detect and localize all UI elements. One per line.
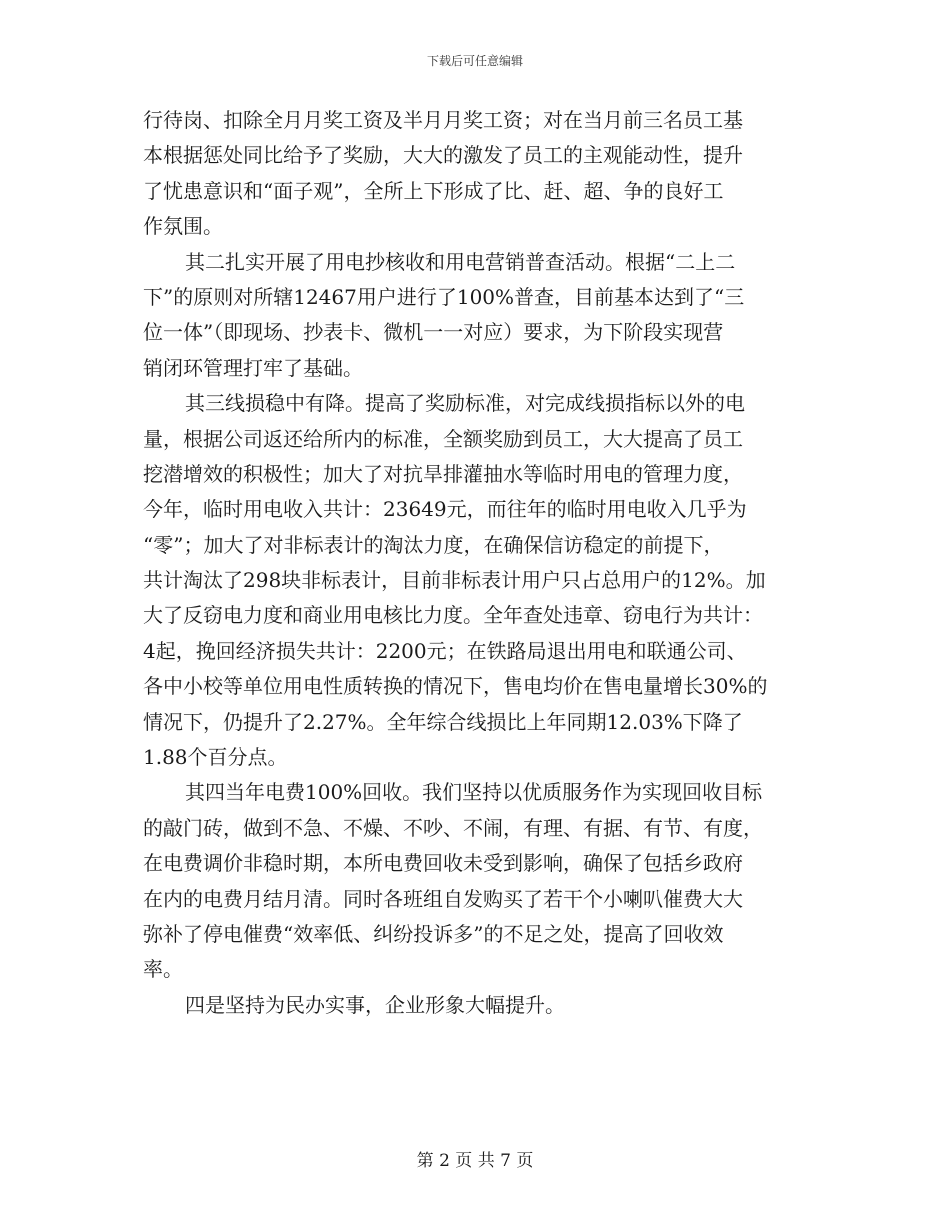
paragraph-5: [143, 988, 809, 1023]
text-line: 弥补了停电催费“效率低、纠纷投诉多”的不足之处，提高了回收效: [143, 921, 724, 946]
text-line: 大了反窃电力度和商业用电核比力度。全年查处违章、窃电行为共计：: [143, 603, 763, 628]
paragraph-1: [143, 103, 809, 245]
paragraph-2: [143, 245, 809, 387]
text-line: 四是坚持为民办实事，企业形象大幅提升。: [185, 992, 565, 1017]
paragraph-4: [143, 775, 809, 987]
text-line: 1.88个百分点。: [143, 745, 288, 770]
text-line: 情况下，仍提升了2.27%。全年综合线损比上年同期12.03%下降了: [143, 709, 743, 734]
text-line: 作氛围。: [143, 214, 223, 239]
text-line: “零”；加大了对非标表计的淘汰力度，在确保信访稳定的前提下，: [143, 532, 724, 557]
text-line: 位一体”（即现场、抄表卡、微机一一对应）要求，为下阶段实现营: [143, 320, 724, 345]
text-line: 4起，挽回经济损失共计：2200元；在铁路局退出用电和联通公司、: [143, 638, 747, 663]
text-line: 在内的电费月结月清。同时各班组自发购买了若干个小喇叭催费大大: [143, 886, 743, 911]
page-header: 下载后可任意编辑: [426, 54, 523, 68]
text-line: 今年，临时用电收入共计：23649元，而往年的临时用电收入几乎为: [143, 497, 747, 522]
paragraph-3: [143, 386, 809, 775]
text-line: 共计淘汰了298块非标表计，目前非标表计用户只占总用户的12%。加: [143, 568, 766, 593]
text-line: 量，根据公司返还给所内的标准，全额奖励到员工，大大提高了员工: [143, 426, 743, 451]
text-line: 的敲门砖，做到不急、不燥、不吵、不闹，有理、有据、有节、有度，: [143, 815, 763, 840]
text-line: 本根据惩处同比给予了奖励，大大的激发了员工的主观能动性，提升: [143, 143, 743, 168]
document-body: [143, 103, 809, 1023]
text-line: 下”的原则对所辖12467用户进行了100%普查，目前基本达到了“三: [143, 284, 745, 309]
text-line: 了忧患意识和“面子观”，全所上下形成了比、赶、超、争的良好工: [143, 178, 724, 203]
text-line: 其四当年电费100%回收。我们坚持以优质服务作为实现回收目标: [185, 780, 763, 805]
page-number: 第 2 页 共 7 页: [416, 1151, 534, 1171]
text-line: 在电费调价非稳时期，本所电费回收未受到影响，确保了包括乡政府: [143, 851, 743, 876]
text-line: 各中小校等单位用电性质转换的情况下，售电均价在售电量增长30%的: [143, 674, 768, 699]
text-line: 率。: [143, 957, 183, 982]
text-line: 销闭环管理打牢了基础。: [143, 355, 363, 380]
text-line: 其二扎实开展了用电抄核收和用电营销普查活动。根据“二上二: [185, 249, 736, 274]
text-line: 挖潜增效的积极性；加大了对抗旱排灌抽水等临时用电的管理力度，: [143, 461, 743, 486]
text-line: 行待岗、扣除全月月奖工资及半月月奖工资；对在当月前三名员工基: [143, 108, 743, 132]
text-line: 其三线损稳中有降。提高了奖励标准，对完成线损指标以外的电: [185, 391, 745, 416]
